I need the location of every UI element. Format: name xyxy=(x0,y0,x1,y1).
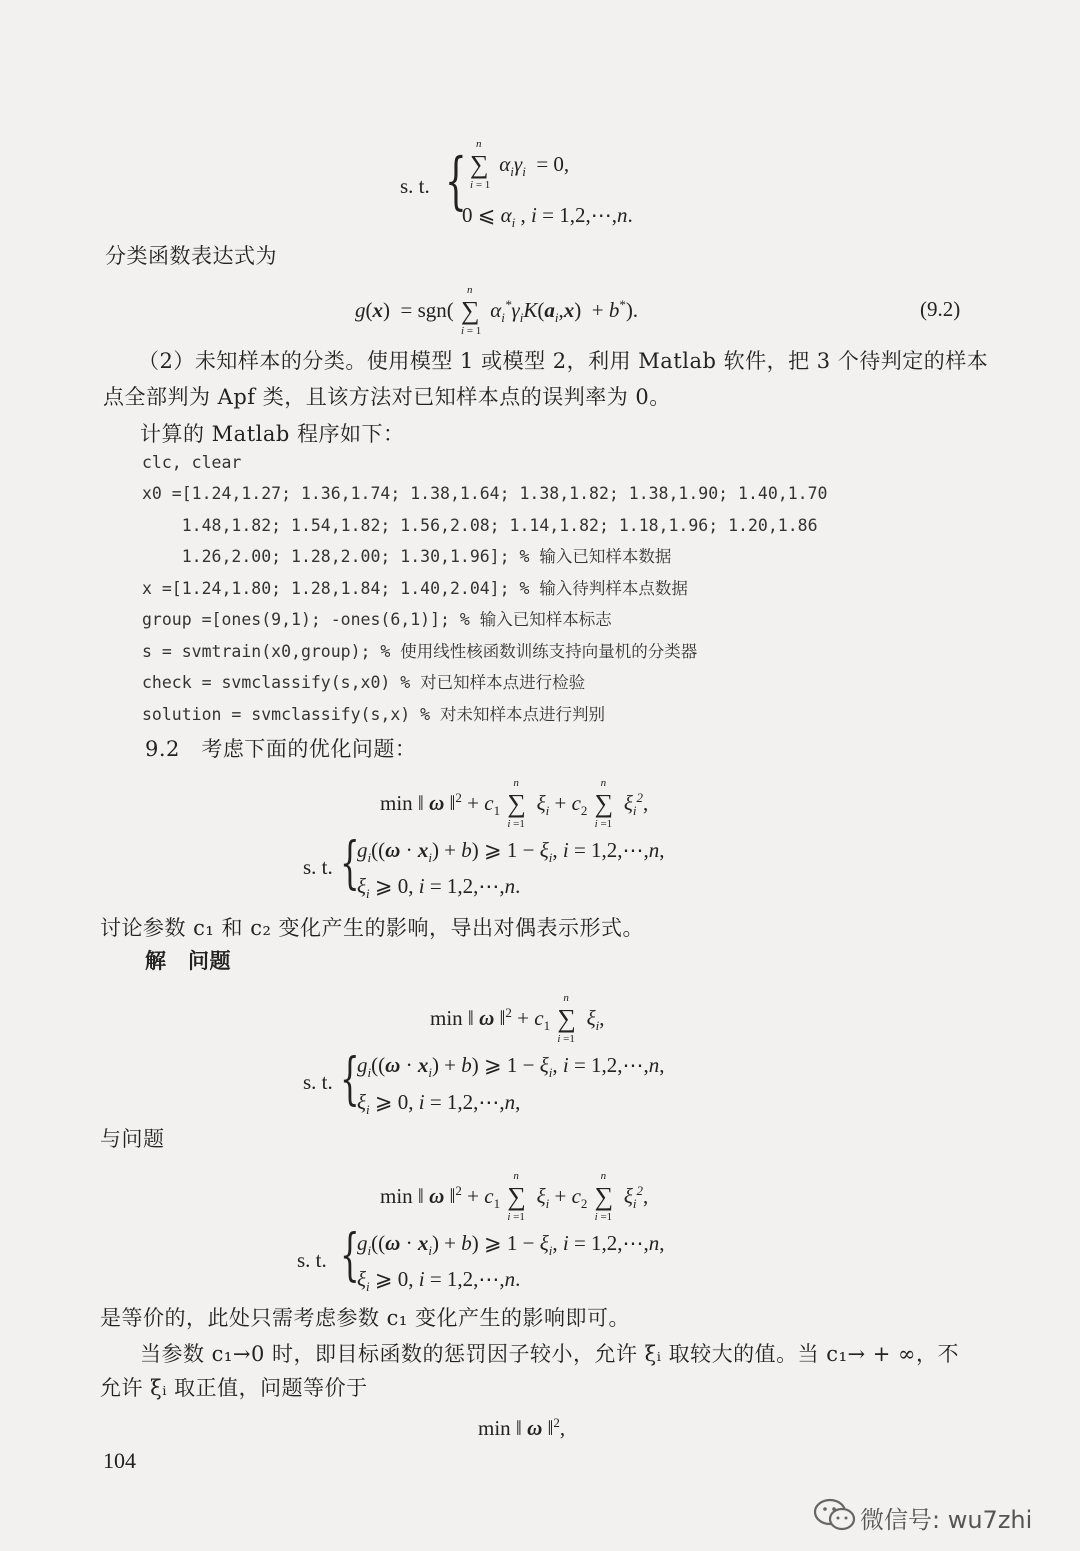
code-line: s = svmtrain(x0,group); % 使用线性核函数训练支持向量机的分类器 xyxy=(142,642,698,661)
st-label: s. t. xyxy=(297,1248,327,1272)
paragraph-and-problem: 与问题 xyxy=(100,1127,165,1151)
paragraph-unknown-classification-line1: （2）未知样本的分类。使用模型 1 或模型 2，利用 Matlab 软件，把 3 个待判定的样本 xyxy=(138,349,989,373)
paragraph-equivalent: 是等价的，此处只需考虑参数 c₁ 变化产生的影响即可。 xyxy=(100,1306,631,1330)
code-line: solution = svmclassify(s,x) % 对未知样本点进行判别 xyxy=(142,705,606,724)
constraint-alpha-bounds: 0 ⩽ $\alpha_i$ , i = 1,2,⋯,n. xyxy=(462,203,633,231)
brace: { xyxy=(340,831,360,896)
code-line: x0 =[1.24,1.27; 1.36,1.74; 1.38,1.64; 1.38,1.82; 1.38,1.90; 1.40,1.70 xyxy=(142,484,828,503)
constraint-margin: $g_i((\omega \cdot x_i) + b)$ ⩾ $1 - \xi_i$, i = 1,2,⋯,n, xyxy=(357,1231,665,1259)
objective-min-omega: min ‖ ω ‖$^2$, xyxy=(478,1415,566,1440)
st-label: s. t. xyxy=(303,1070,333,1094)
page-number: 104 xyxy=(103,1448,136,1473)
paragraph-unknown-classification-line2: 点全部判为 Apf 类，且该方法对已知样本点的误判率为 0。 xyxy=(103,385,671,409)
brace: { xyxy=(340,1047,360,1112)
objective-min-c1-c2: min ‖ ω ‖$^2$ + $c_1$ n ∑ i =1 $\xi_i + c_2$ n ∑ i =1 $\xi_i^2$, xyxy=(380,777,649,831)
constraint-margin: $g_i((\omega \cdot x_i) + b)$ ⩾ $1 - \xi_i$, i = 1,2,⋯,n, xyxy=(357,1053,665,1081)
code-line: 1.48,1.82; 1.54,1.82; 1.56,2.08; 1.14,1.82; 1.18,1.96; 1.20,1.86 xyxy=(142,516,818,535)
code-line: 1.26,2.00; 1.28,2.00; 1.30,1.96]; % 输入已知样本数据 xyxy=(142,547,672,566)
problem-heading: 9.2 考虑下面的优化问题： xyxy=(145,737,417,761)
st-label: s. t. xyxy=(303,855,333,879)
constraint-xi-nonneg: $\xi_i$ ⩾ 0, i = 1,2,⋯,n. xyxy=(357,874,521,902)
brace-top: { xyxy=(445,144,467,217)
code-line: group =[ones(9,1); -ones(6,1)]; % 输入已知样本标志 xyxy=(142,610,612,629)
objective-min-c1-c2: min ‖ ω ‖$^2$ + $c_1$ n ∑ i =1 $\xi_i + c_2$ n ∑ i =1 $\xi_i^2$, xyxy=(380,1170,649,1224)
code-line: clc, clear xyxy=(142,453,242,472)
constraint-sum-alpha-y: n ∑ i = 1 $\alpha_i\gamma_i = 0$, xyxy=(470,138,570,192)
paragraph-cases-line2: 允许 ξᵢ 取正值，问题等价于 xyxy=(100,1376,368,1400)
paragraph-cases-line1: 当参数 c₁→0 时，即目标函数的惩罚因子较小，允许 ξᵢ 取较大的值。当 c₁→ + ∞，不 xyxy=(140,1342,960,1366)
equation-number: (9.2) xyxy=(920,297,961,321)
brace: { xyxy=(340,1223,360,1288)
paragraph-classifier-intro: 分类函数表达式为 xyxy=(105,244,277,268)
constraint-margin: $g_i((\omega \cdot x_i) + b)$ ⩾ $1 - \xi_i$, i = 1,2,⋯,n, xyxy=(357,838,665,866)
objective-min-c1: min ‖ ω ‖$^2$ + $c_1$ n ∑ i =1 $\xi_i$, xyxy=(430,992,605,1046)
code-line: x =[1.24,1.80; 1.28,1.84; 1.40,2.04]; % 输入待判样本点数据 xyxy=(142,579,688,598)
watermark-wechat-id: 微信号: wu7zhi xyxy=(860,1506,1033,1534)
constraint-xi-nonneg: $\xi_i$ ⩾ 0, i = 1,2,⋯,n. xyxy=(357,1267,521,1295)
solution-heading: 解 问题 xyxy=(145,948,231,973)
paragraph-discuss: 讨论参数 c₁ 和 c₂ 变化产生的影响，导出对偶表示形式。 xyxy=(100,916,645,940)
equation-g-sgn: g(x) = sgn( n ∑ i = 1 $\alpha_i^*\gamma_iK(a_i,x) + b^*$). xyxy=(355,284,639,338)
st-label-top: s. t. xyxy=(400,174,430,198)
constraint-xi-nonneg: $\xi_i$ ⩾ 0, i = 1,2,⋯,n, xyxy=(357,1090,521,1118)
paragraph-program-intro: 计算的 Matlab 程序如下： xyxy=(140,422,405,446)
wechat-icon xyxy=(812,1497,858,1533)
code-line: check = svmclassify(s,x0) % 对已知样本点进行检验 xyxy=(142,673,586,692)
